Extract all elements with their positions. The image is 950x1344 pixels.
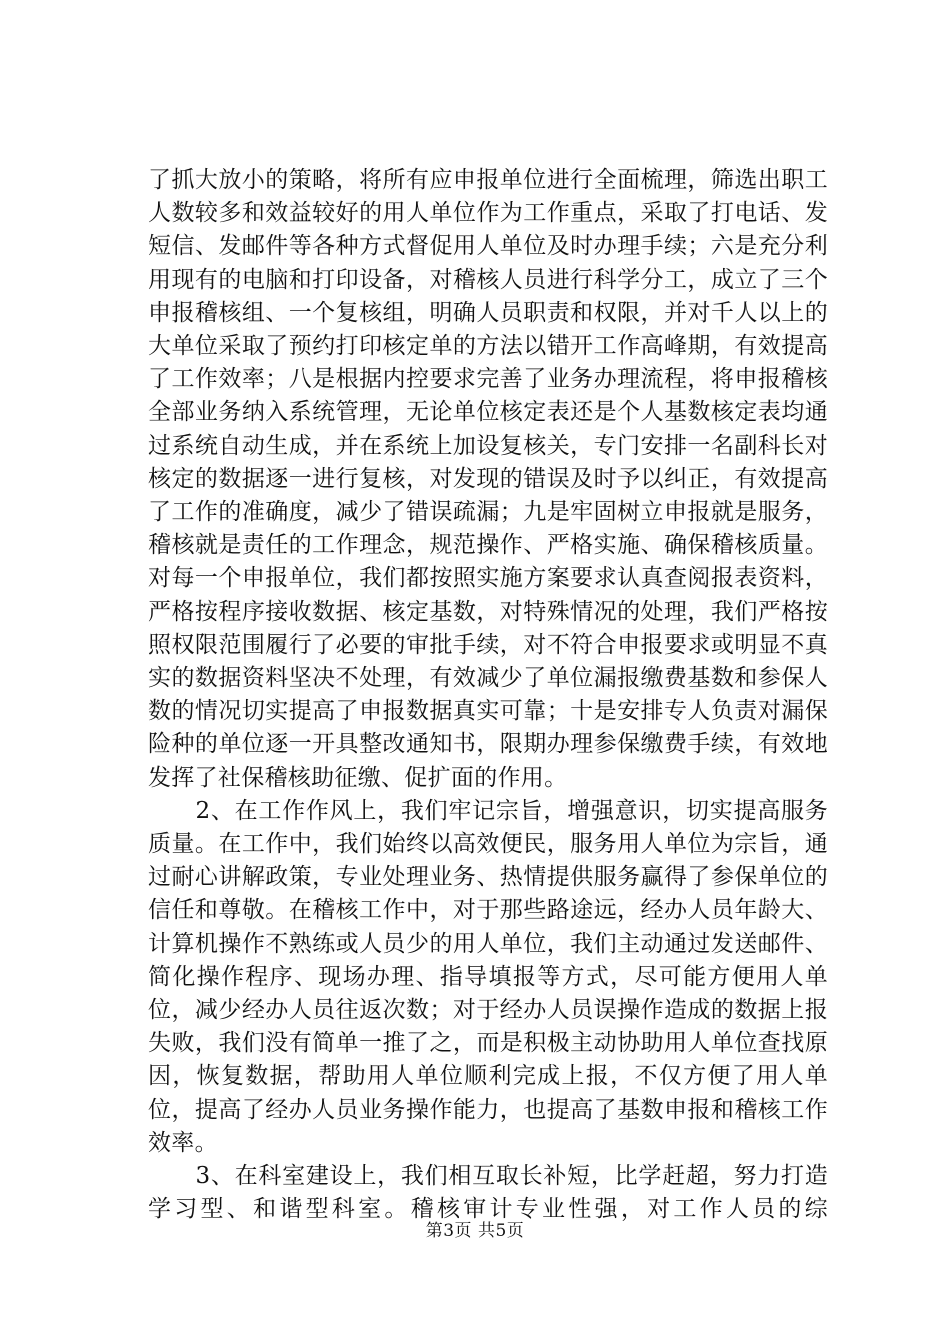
paragraph-3-indent (148, 1163, 196, 1189)
body-text (148, 164, 828, 1227)
paragraph-2-text: 2、在工作作风上，我们牢记宗旨，增强意识，切实提高服务质量。在工作中，我们始终以高效便民，服务用人单位为宗旨，通过耐心讲解政策，专业处理业务、热情提供服务赢得了参保单位的信任和尊敬。在稽核工作中，对于那些路途远，经办人员年龄大、计算机操作不熟练或人员少的用人单位，我们主动通过发送邮件、简化操作程序、现场办理、指导填报等方式，尽可能方便用人单位，减少经办人员往返次数；对于经办人员误操作造成的数据上报失败，我们没有简单一推了之，而是积极主动协助用人单位查找原因，恢复数据，帮助用人单位顺利完成上报，不仅方便了用人单位，提高了经办人员业务操作能力，也提高了基数申报和稽核工作效率。 (148, 797, 829, 1156)
paragraph-2 (148, 795, 828, 1160)
paragraph-1-text: 了抓大放小的策略，将所有应申报单位进行全面梳理，筛选出职工人数较多和效益较好的用人单位作为工作重点，采取了打电话、发短信、发邮件等各种方式督促用人单位及时办理手续；六是充分利用现有的电脑和打印设备，对稽核人员进行科学分工，成立了三个申报稽核组、一个复核组，明确人员职责和权限，并对千人以上的大单位采取了预约打印核定单的方法以错开工作高峰期，有效提高了工作效率；八是根据内控要求完善了业务办理流程，将申报稽核全部业务纳入系统管理，无论单位核定表还是个人基数核定表均通过系统自动生成，并在系统上加设复核关，专门安排一名副科长对核定的数据逐一进行复核，对发现的错误及时予以纠正，有效提高了工作的准确度，减少了错误疏漏；九是牢固树立申报就是服务，稽核就是责任的工作理念，规范操作、严格实施、确保稽核质量。对每一个申报单位，我们都按照实施方案要求认真查阅报表资料，严格按程序接收数据、核定基数，对特殊情况的处理，我们严格按照权限范围履行了必要的审批手续，对不符合申报要求或明显不真实的数据资料坚决不处理，有效减少了单位漏报缴费基数和参保人数的情况切实提高了申报数据真实可靠；十是安排专人负责对漏保险种的单位逐一开具整改通知书，限期办理参保缴费手续，有效地发挥了社保稽核助征缴、促扩面的作用。 (148, 167, 828, 791)
paragraph-1 (148, 164, 828, 795)
paragraph-2-indent (148, 798, 196, 824)
page-number-footer: 第3页 共5页 (425, 1221, 525, 1241)
paragraph-3-text: 3、在科室建设上，我们相互取长补短，比学赶超，努力打造学习型、和谐型科室。稽核审计专业性强，对工作人员的综 (148, 1163, 829, 1223)
